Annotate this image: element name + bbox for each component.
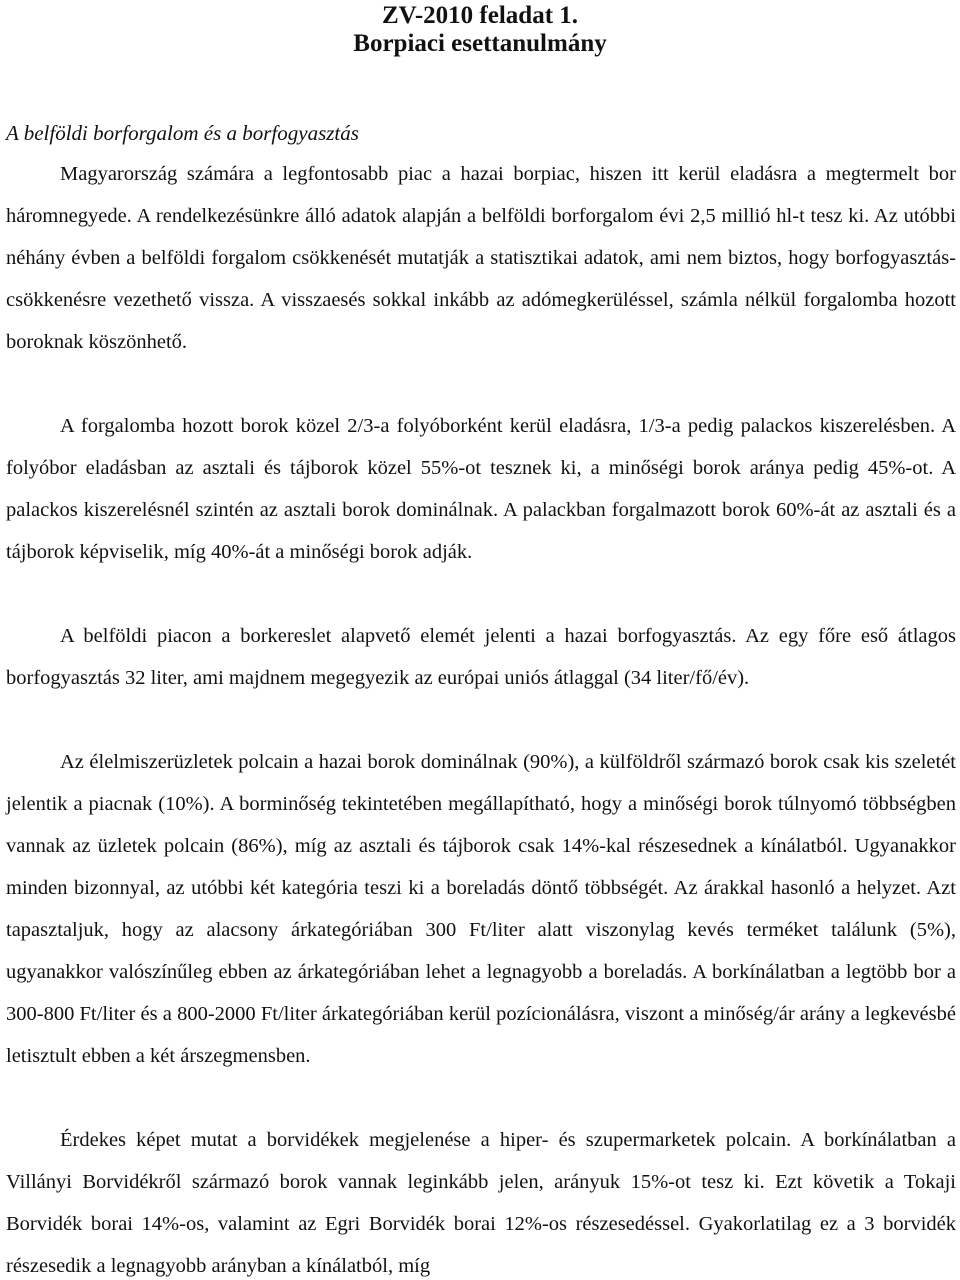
title-line-exam-code: ZV-2010 feladat 1. [381, 2, 579, 29]
paragraph-wine-regions: Érdekes képet mutat a borvidékek megjelenése a hiper- és szupermarketek polcain. A borkínálatban a Villányi Borvidékről származó borok vannak leginkább jelen, arányuk 15%-ot tesz ki. Ezt követik a Tokaji Borvidék borai 14%-os, valamint az Egri Borvidék borai 12%-os részesedéssel. Gyakorlatilag ez a 3 borvidék részesedik a legnagyobb arányban a kínálatból, míg [6, 1129, 956, 1277]
title-line-case-study: Borpiaci esettanulmány [353, 30, 607, 57]
paragraph-domestic-turnover: Magyarország számára a legfontosabb piac a hazai borpiac, hiszen itt kerül eladásra a megtermelt bor háromnegyede. A rendelkezésünkre álló adatok alapján a belföldi borforgalom évi 2,5 millió hl-t tesz ki. Az utóbbi néhány évben a belföldi forgalom csökkenését mutatják a statisztikai adatok, ami nem biztos, hogy borfogyasztás-csökkenésre vezethető vissza. A visszaesés sokkal inkább az adómegkerüléssel, számla nélkül forgalomba hozott boroknak köszönhető. [6, 163, 956, 353]
section-heading: A belföldi borforgalom és a borfogyasztás [6, 121, 359, 145]
paragraph-retail-shelves: Az élelmiszerüzletek polcain a hazai borok dominálnak (90%), a külföldről származó borok csak kis szeletét jelentik a piacnak (10%). A borminőség tekintetében megállapítható, hogy a minőségi borok túlnyomó többségben vannak az üzletek polcain (86%), míg az asztali és tájborok csak 14%-kal részesednek a kínálatból. Ugyanakkor minden bizonnyal, az utóbbi két kategória teszi ki a boreladás döntő többségét. Az árakkal hasonló a helyzet. Azt tapasztaljuk, hogy az alacsony árkategóriában 300 Ft/liter alatt viszonylag kevés terméket találunk (5%), ugyanakkor valószínűleg ebben az árkategóriában lehet a legnagyobb a boreladás. A borkínálatban a legtöbb bor a 300-800 Ft/liter és a 800-2000 Ft/liter árkategóriában kerül pozícionálásra, viszont a minőség/ár arány a legkevésbé letisztult ebben a két árszegmensben. [6, 751, 956, 1067]
paragraph-consumption: A belföldi piacon a borkereslet alapvető elemét jelenti a hazai borfogyasztás. Az egy főre eső átlagos borfogyasztás 32 liter, ami majdnem megegyezik az európai uniós átlaggal (34 liter/fő/év). [6, 625, 956, 689]
paragraph-bulk-bottled: A forgalomba hozott borok közel 2/3-a folyóborként kerül eladásra, 1/3-a pedig palackos kiszerelésben. A folyóbor eladásban az asztali és tájborok közel 55%-ot tesznek ki, a minőségi borok aránya pedig 45%-ot. A palackos kiszerelésnél szintén az asztali borok dominálnak. A palackban forgalmazott borok 60%-át az asztali és a tájborok képviselik, míg 40%-át a minőségi borok adják. [6, 415, 956, 563]
